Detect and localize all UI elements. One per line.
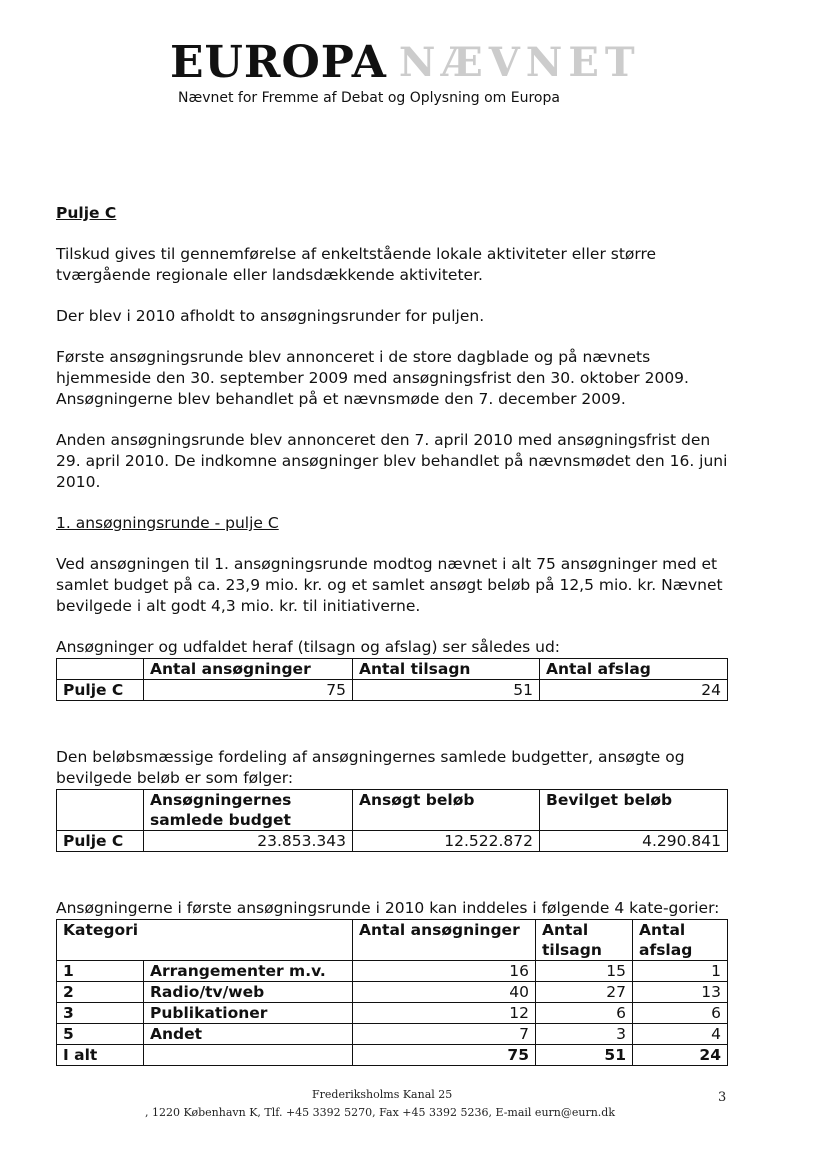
table-row (57, 1003, 728, 1024)
amounts-table (56, 789, 728, 852)
table-cell: 51 (536, 1045, 633, 1066)
table-cell: 23.853.343 (144, 831, 353, 852)
table-cell: 1 (633, 961, 728, 982)
table-header-cell: Antal afslag (540, 659, 728, 680)
tagline: Nævnet for Fremme af Debat og Oplysning om Europa (178, 90, 560, 106)
table3-intro: Ansøgningerne i første ansøgningsrunde i 2010 kan inddeles i følgende 4 kate-gorier: (56, 899, 720, 917)
table-cell: 4.290.841 (540, 831, 728, 852)
table-total-row (57, 1045, 728, 1066)
table-cell: 51 (353, 680, 540, 701)
applications-table (56, 658, 728, 701)
table-header-cell: Antal tilsagn (353, 659, 540, 680)
table-row (57, 680, 728, 701)
table-cell: Pulje C (57, 831, 144, 852)
table-header-cell: Ansøgningernes samlede budget (144, 790, 353, 831)
table-cell: 13 (633, 982, 728, 1003)
table-cell: 1 (57, 961, 144, 982)
table-cell: 75 (353, 1045, 536, 1066)
table-cell: 2 (57, 982, 144, 1003)
table-header-cell: Antal ansøgninger (353, 920, 536, 961)
table-row (57, 831, 728, 852)
table-cell: 24 (633, 1045, 728, 1066)
document-body (56, 203, 736, 1066)
table-header-cell (57, 659, 144, 680)
table-header-cell: Ansøgt beløb (353, 790, 540, 831)
paragraph-1: Tilskud gives til gennemførelse af enkeltstående lokale aktiviteter eller større tværgående regionale eller landsdækkende aktiviteter. (56, 245, 657, 284)
table-cell: 15 (536, 961, 633, 982)
table-cell: Pulje C (57, 680, 144, 701)
table-header-row (57, 920, 728, 961)
table2-intro: Den beløbsmæssige fordeling af ansøgningernes samlede budgetter, ansøgte og bevilgede beløb er som følger: (56, 748, 685, 787)
table-header-cell: Kategori (57, 920, 353, 961)
table-cell: 6 (633, 1003, 728, 1024)
footer-contact: , 1220 København K, Tlf. +45 3392 5270, Fax +45 3392 5236, E-mail eurn@eurn.dk (145, 1106, 616, 1119)
table-cell: 40 (353, 982, 536, 1003)
table-cell: 5 (57, 1024, 144, 1045)
table-cell: I alt (57, 1045, 144, 1066)
table-cell: 3 (57, 1003, 144, 1024)
section-title: Pulje C (56, 204, 117, 222)
table-row (57, 1024, 728, 1045)
footer-address: Frederiksholms Kanal 25 (312, 1088, 453, 1101)
page-number: 3 (718, 1090, 727, 1105)
paragraph-4: Anden ansøgningsrunde blev annonceret den 7. april 2010 med ansøgningsfrist den 29. april 2010. De indkomne ansøgninger blev behandlet på nævnsmødet den 16. juni 2010. (56, 431, 728, 491)
table-header-cell: Bevilget beløb (540, 790, 728, 831)
table-cell: 12.522.872 (353, 831, 540, 852)
table-header-cell: Antal tilsagn (536, 920, 633, 961)
paragraph-3: Første ansøgningsrunde blev annonceret i de store dagblade og på nævnets hjemmeside den 30. september 2009 med ansøgningsfrist den 30. oktober 2009. Ansøgningerne blev behandlet på et nævnsmøde den 7. december 2009. (56, 348, 689, 408)
table-cell: 7 (353, 1024, 536, 1045)
table-cell: Arrangementer m.v. (144, 961, 353, 982)
table-cell: 24 (540, 680, 728, 701)
table-cell: 4 (633, 1024, 728, 1045)
table-header-cell (57, 790, 144, 831)
table-cell: 12 (353, 1003, 536, 1024)
logo-text: EUROPA (170, 37, 387, 88)
table-cell: 3 (536, 1024, 633, 1045)
table-cell: 75 (144, 680, 353, 701)
paragraph-2: Der blev i 2010 afholdt to ansøgningsrunder for puljen. (56, 307, 485, 325)
logo (170, 37, 641, 88)
logo-faded-text: NÆVNET (398, 39, 641, 86)
table-header-cell: Antal ansøgninger (144, 659, 353, 680)
table-row (57, 961, 728, 982)
table-header-row (57, 659, 728, 680)
table-cell (144, 1045, 353, 1066)
table-cell: 27 (536, 982, 633, 1003)
table-cell: Publikationer (144, 1003, 353, 1024)
table-header-row (57, 790, 728, 831)
table-cell: 16 (353, 961, 536, 982)
table-cell: Radio/tv/web (144, 982, 353, 1003)
table-cell: Andet (144, 1024, 353, 1045)
letterhead (170, 37, 641, 106)
table-row (57, 982, 728, 1003)
paragraph-5: Ved ansøgningen til 1. ansøgningsrunde modtog nævnet i alt 75 ansøgninger med et samlet budget på ca. 23,9 mio. kr. og et samlet ansøgt beløb på 12,5 mio. kr. Nævnet bevilgede i alt godt 4,3 mio. kr. til initiativerne. (56, 555, 723, 615)
subsection-title: 1. ansøgningsrunde - pulje C (56, 514, 279, 532)
table-cell: 6 (536, 1003, 633, 1024)
table-header-cell: Antal afslag (633, 920, 728, 961)
category-table (56, 919, 728, 1066)
table1-intro: Ansøgninger og udfaldet heraf (tilsagn og afslag) ser således ud: (56, 638, 561, 656)
